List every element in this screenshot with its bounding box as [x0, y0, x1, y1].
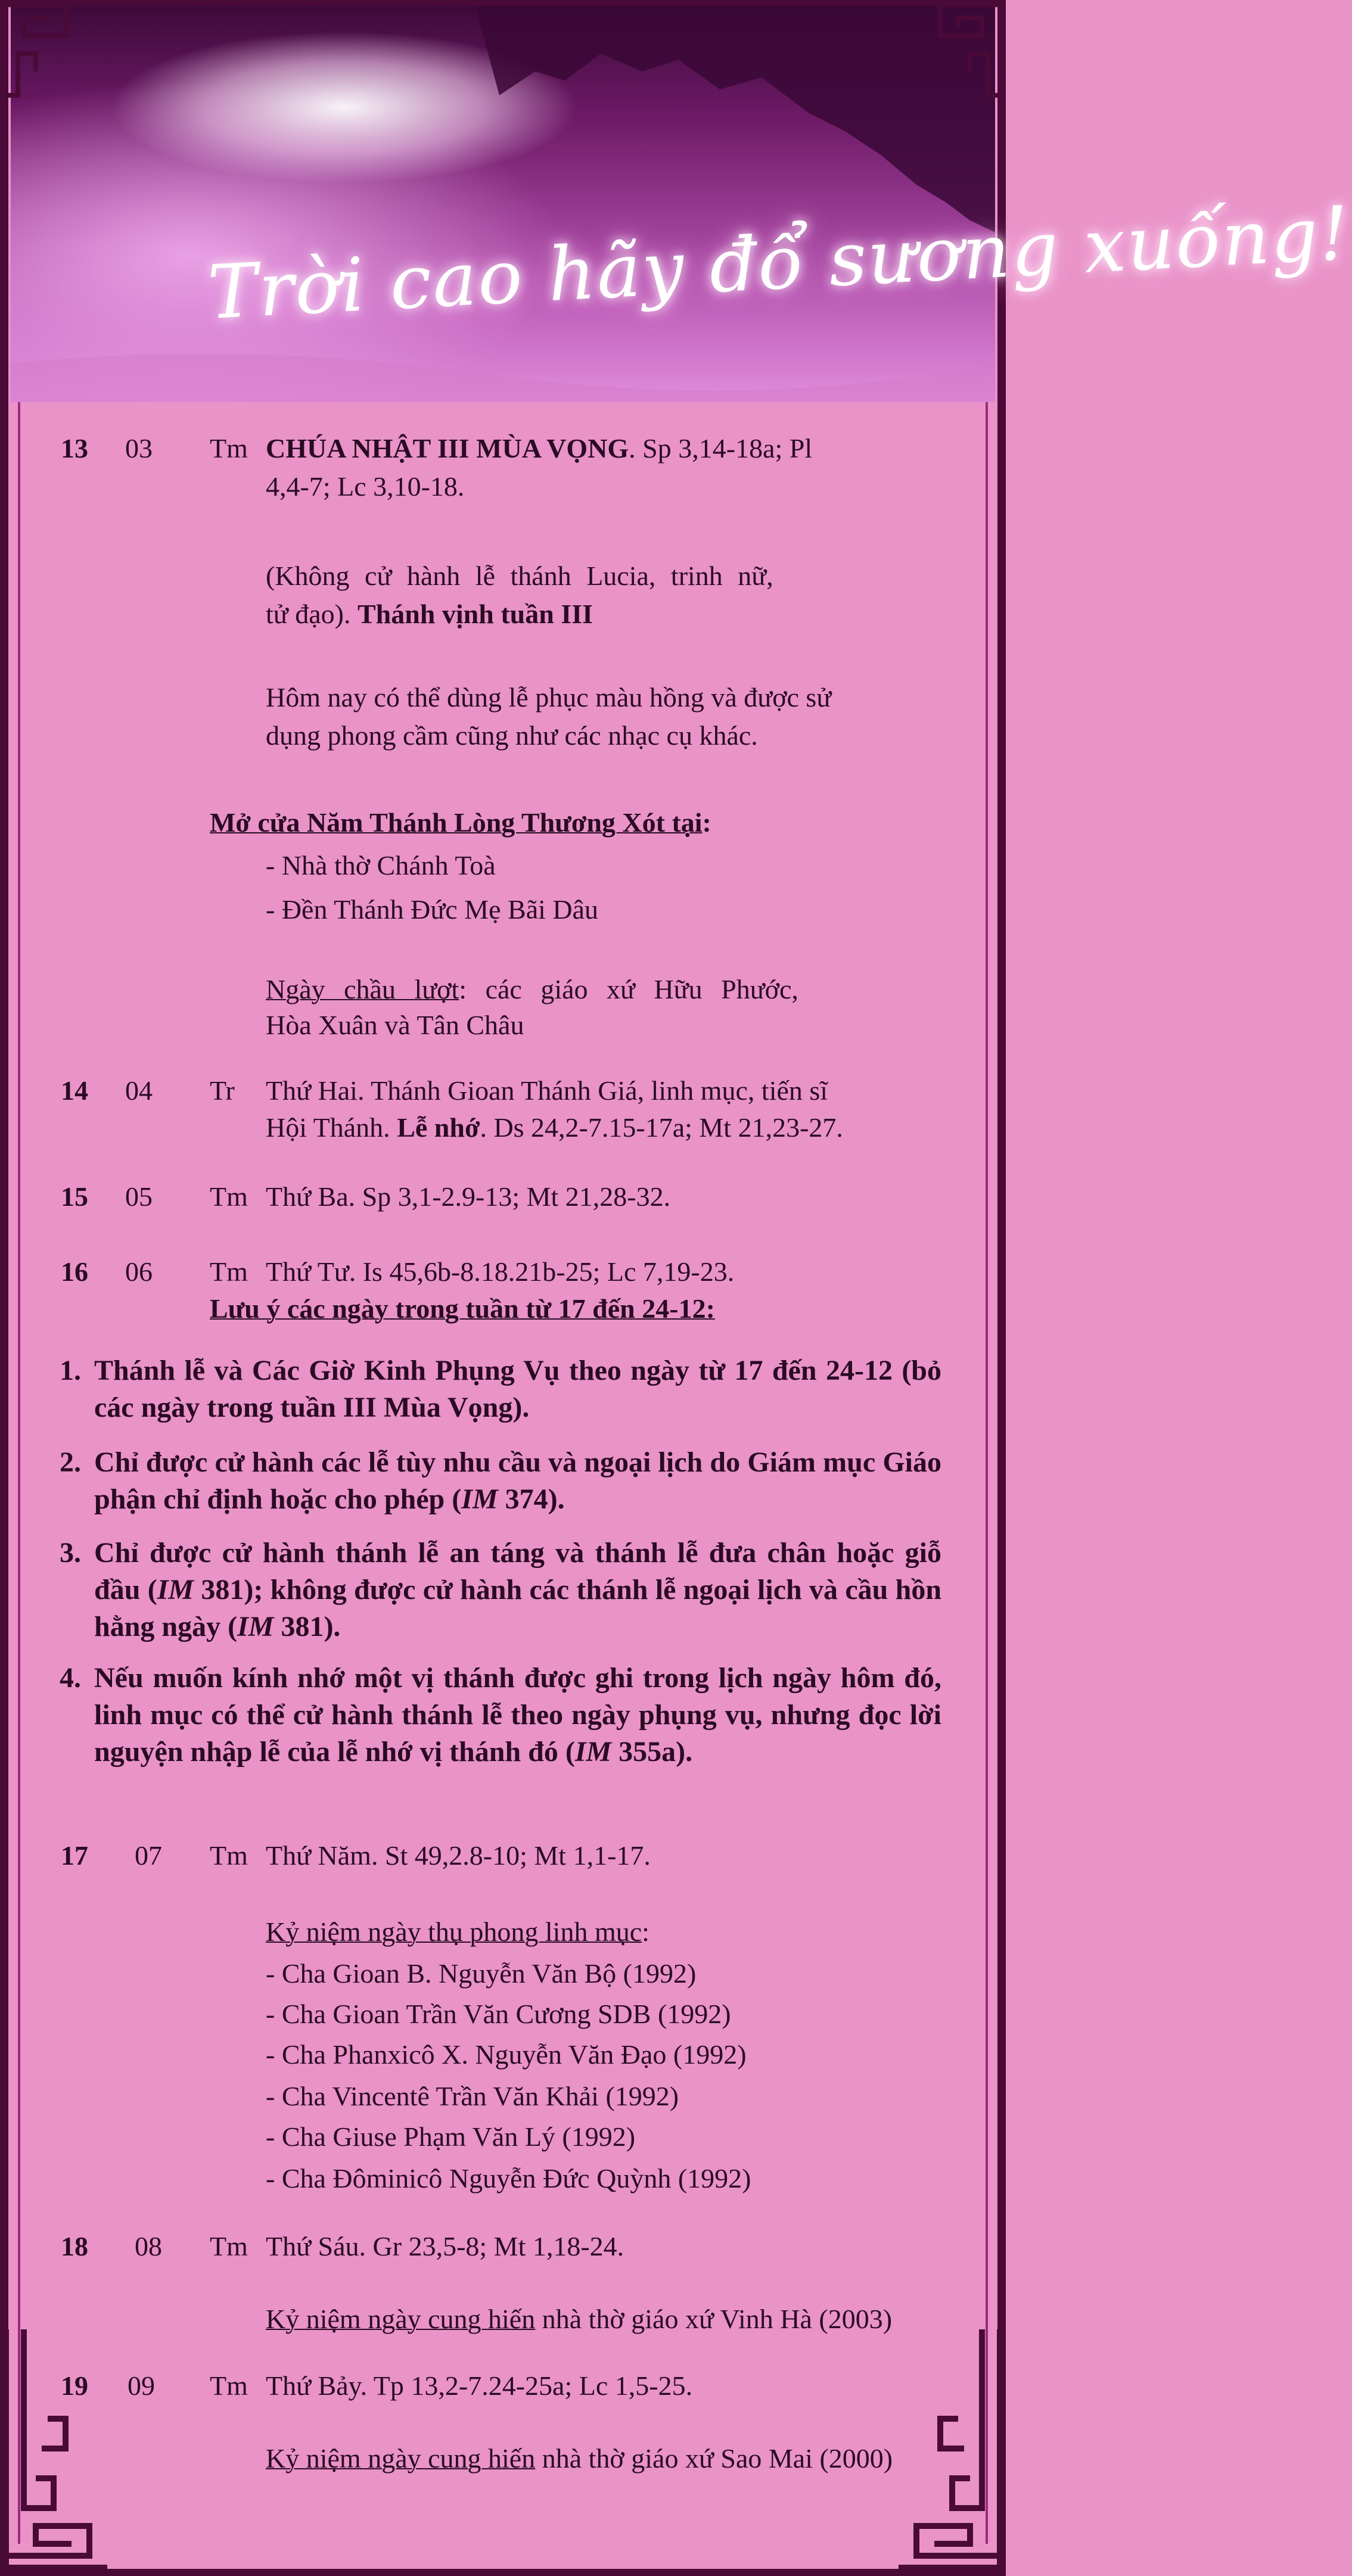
jubilee-heading: Mở cửa Năm Thánh Lòng Thương Xót tại [210, 807, 703, 838]
rule-ref: IM [237, 1611, 274, 1642]
frame-right [997, 0, 1006, 2576]
rule-ref: IM [157, 1574, 194, 1606]
rule-text-post: 355a). [611, 1736, 693, 1768]
frame-left [0, 0, 8, 2576]
jubilee-item: - Nhà thờ Chánh Toà [266, 850, 496, 881]
rule-text-post: 374). [498, 1483, 565, 1515]
notice-heading: Lưu ý các ngày trong tuần từ 17 đến 24-12: [210, 1293, 715, 1324]
ordination-heading: Kỷ niệm ngày thụ phong linh mục [266, 1917, 642, 1947]
psalter-week: Thánh vịnh tuần III [357, 599, 593, 629]
frame-inner-left [18, 399, 20, 2544]
rule-number: 1. [60, 1355, 81, 1386]
rule-text-pre: Chỉ được cử hành các lễ tùy nhu cầu và ngoại lịch do Giám mục Giáo phận chỉ định hoặc cho phép ( [94, 1446, 941, 1515]
jubilee-item: - Đền Thánh Đức Mẹ Bãi Dâu [266, 894, 599, 925]
priest-item: - Cha Gioan B. Nguyễn Văn Bộ (1992) [266, 1958, 697, 1989]
day-19: 19 [61, 2370, 88, 2401]
frame-top [0, 0, 1006, 6]
color-19: Tm [210, 2370, 248, 2401]
banner-title: Trời cao hãy đổ sương xuống! [206, 190, 1352, 337]
color-15: Tm [210, 1181, 248, 1212]
rule-ref: IM [574, 1736, 612, 1768]
note-13-2b: dụng phong cầm cũng như các nhạc cụ khác. [266, 720, 758, 751]
pilgrim-label: Ngày chầu lượt [266, 974, 459, 1004]
meander-bottom-right [893, 2329, 1006, 2576]
priest-item: - Cha Đôminicô Nguyễn Đức Quỳnh (1992) [266, 2163, 751, 2194]
readings-13-a: . Sp 3,14-18a; Pl [629, 433, 813, 463]
rule-item [60, 1660, 941, 1771]
pilgrim-text-a: : các giáo xứ Hữu Phước, [459, 974, 798, 1004]
note-13-2a: Hôm nay có thể dùng lễ phục màu hồng và được sử [266, 682, 832, 713]
entry-14-line-b [266, 1109, 843, 1146]
mountain-silhouette [11, 6, 995, 402]
meander-top-left [0, 0, 72, 101]
rule-text [60, 1660, 941, 1771]
sunday-title: CHÚA NHẬT III MÙA VỌNG [266, 433, 629, 463]
day-14: 14 [61, 1075, 88, 1106]
rule-item [60, 1352, 941, 1426]
rule-text-mid: 381); không được cử hành các thánh lễ ngoại lịch và cầu hồn hằng ngày ( [94, 1574, 942, 1642]
color-14: Tr [210, 1075, 235, 1106]
priest-item: - Cha Gioan Trần Văn Cương SDB (1992) [266, 1999, 731, 2029]
readings-13-b: 4,4-7; Lc 3,10-18. [266, 471, 465, 502]
priest-item: - Cha Phanxicô X. Nguyễn Văn Đạo (1992) [266, 2039, 747, 2070]
rule-text-post: 381). [273, 1611, 341, 1642]
entry-15-line-a: Thứ Ba. Sp 3,1-2.9-13; Mt 21,28-32. [266, 1181, 671, 1212]
note-13-1b-text: tử đạo). [266, 599, 358, 629]
day-13: 13 [61, 433, 88, 463]
month-16: 06 [125, 1256, 153, 1287]
rule-ref: IM [461, 1483, 498, 1515]
priest-item: - Cha Giuse Phạm Văn Lý (1992) [266, 2121, 636, 2152]
color-18: Tm [210, 2231, 248, 2261]
rule-text [60, 1444, 941, 1518]
color-17: Tm [210, 1840, 248, 1871]
dedication-text: nhà thờ giáo xứ Sao Mai (2000) [535, 2443, 893, 2474]
month-15: 05 [125, 1181, 153, 1212]
meander-bottom-left [0, 2329, 113, 2576]
rule-text: Thánh lễ và Các Giờ Kinh Phụng Vụ theo ngày từ 17 đến 24-12 (bỏ các ngày trong tuần III Mùa Vọng). [94, 1355, 941, 1423]
month-18: 08 [135, 2231, 162, 2261]
entry-14-post: . Ds 24,2-7.15-17a; Mt 21,23-27. [480, 1112, 843, 1143]
rule-number: 3. [60, 1537, 81, 1569]
ordination-colon: : [642, 1917, 649, 1947]
dedication-19 [266, 2440, 893, 2477]
note-13-1a: (Không cử hành lễ thánh Lucia, trinh nữ, [266, 561, 773, 591]
day-15: 15 [61, 1181, 88, 1212]
memorial-label: Lễ nhớ [397, 1112, 480, 1143]
day-16: 16 [61, 1256, 88, 1287]
dedication-18 [266, 2301, 892, 2338]
rule-text [60, 1535, 941, 1645]
entry-16-line-a: Thứ Tư. Is 45,6b-8.18.21b-25; Lc 7,19-23. [266, 1256, 735, 1287]
entry-14-pre: Hội Thánh. [266, 1112, 397, 1143]
entry-18-line-a: Thứ Sáu. Gr 23,5-8; Mt 1,18-24. [266, 2231, 624, 2261]
jubilee-heading-line [210, 804, 711, 841]
priest-item: - Cha Vincentê Trần Văn Khải (1992) [266, 2081, 679, 2111]
color-13: Tm [210, 433, 248, 463]
ordination-heading-line [266, 1914, 649, 1950]
day-17: 17 [61, 1840, 88, 1871]
pilgrim-line-a [266, 971, 798, 1008]
dedication-text: nhà thờ giáo xứ Vinh Hà (2003) [535, 2304, 893, 2334]
rule-number: 2. [60, 1446, 81, 1478]
rule-text-pre: Chỉ được cử hành thánh lễ an táng và thánh lễ đưa chân hoặc giỗ đầu ( [94, 1537, 941, 1606]
pilgrim-line-b: Hòa Xuân và Tân Châu [266, 1010, 524, 1040]
entry-14-line-a: Thứ Hai. Thánh Gioan Thánh Giá, linh mục, tiến sĩ [266, 1075, 828, 1106]
day-18: 18 [61, 2231, 88, 2261]
note-13-1b [266, 596, 593, 633]
rule-item [60, 1535, 941, 1645]
rule-text-pre: Nếu muốn kính nhớ một vị thánh được ghi trong lịch ngày hôm đó, linh mục có thể cử hành thánh lễ theo ngày phụng vụ, nhưng đọc lời nguyện nhập lễ của lễ nhớ vị thánh đó ( [94, 1662, 941, 1768]
jubilee-colon: : [702, 807, 711, 838]
month-14: 04 [125, 1075, 153, 1106]
color-16: Tm [210, 1256, 248, 1287]
rule-item [60, 1444, 941, 1518]
month-17: 07 [135, 1840, 162, 1871]
month-13: 03 [125, 433, 153, 463]
entry-17-line-a: Thứ Năm. St 49,2.8-10; Mt 1,1-17. [266, 1840, 651, 1871]
month-19: 09 [128, 2370, 155, 2401]
header-banner [11, 6, 1352, 402]
dedication-label: Kỷ niệm ngày cung hiến [266, 2443, 536, 2474]
entry-13-line1 [266, 430, 812, 467]
dedication-label: Kỷ niệm ngày cung hiến [266, 2304, 536, 2334]
frame-bottom [0, 2569, 1006, 2576]
meander-top-right [934, 0, 1006, 101]
rule-number: 4. [60, 1662, 81, 1694]
frame-inner-right [986, 399, 988, 2544]
entry-19-line-a: Thứ Bảy. Tp 13,2-7.24-25a; Lc 1,5-25. [266, 2370, 693, 2401]
